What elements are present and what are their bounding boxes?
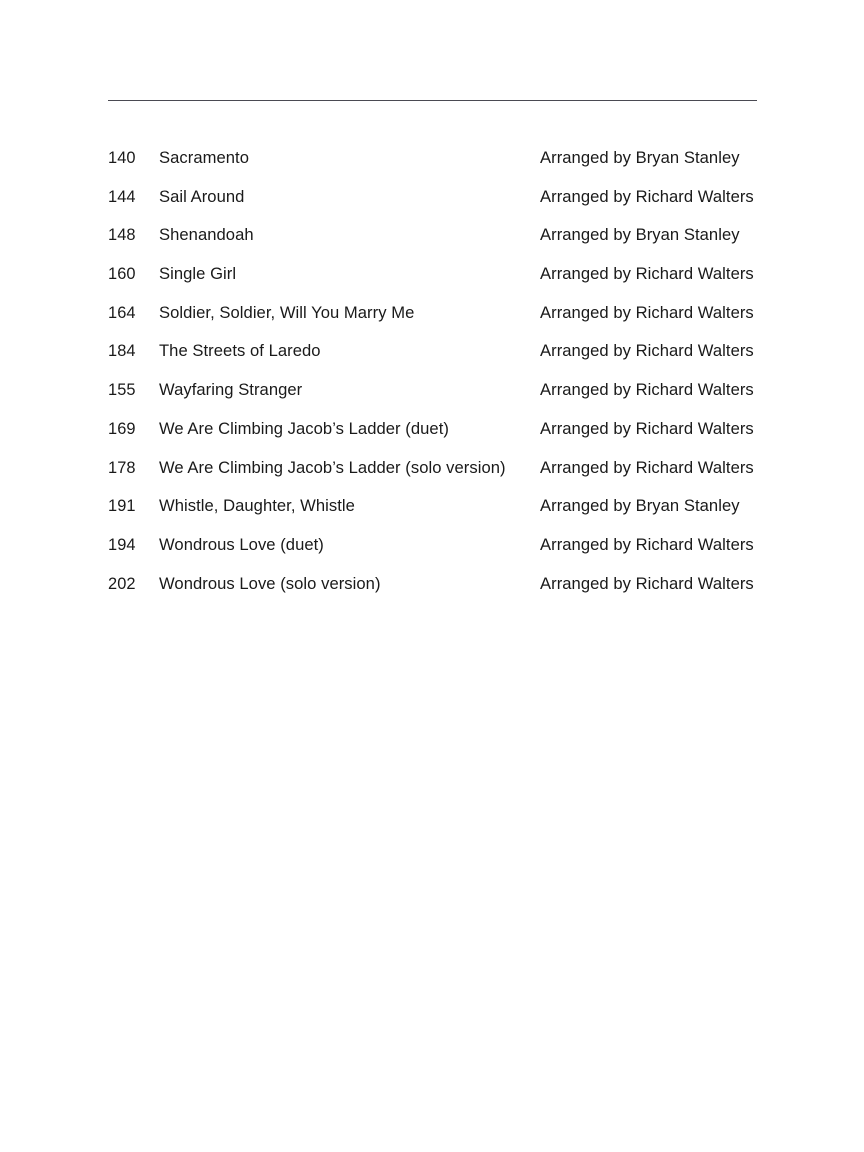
- toc-entry-arranger: Arranged by Bryan Stanley: [540, 225, 740, 245]
- toc-page-number: 191: [108, 497, 136, 516]
- toc-entry-arranger: Arranged by Richard Walters: [540, 380, 754, 400]
- toc-entry-arranger: Arranged by Richard Walters: [540, 341, 754, 361]
- toc-entry-arranger: Arranged by Richard Walters: [540, 264, 754, 284]
- table-of-contents-list: [108, 139, 757, 603]
- toc-entry-arranger: Arranged by Richard Walters: [540, 418, 754, 438]
- toc-entry-row: [108, 449, 757, 488]
- toc-entry-arranger: Arranged by Bryan Stanley: [540, 148, 740, 167]
- toc-entry-title: We Are Climbing Jacob’s Ladder (duet): [159, 418, 449, 438]
- toc-entry-title: Wondrous Love (duet): [159, 534, 324, 554]
- toc-page-number: 169: [108, 419, 136, 438]
- toc-content-area: [108, 100, 757, 603]
- toc-page-number: 160: [108, 265, 136, 284]
- toc-entry-arranger: Arranged by Richard Walters: [540, 534, 754, 554]
- toc-entry-row: [108, 294, 757, 333]
- toc-entry-arranger: Arranged by Richard Walters: [540, 457, 754, 477]
- toc-entry-row: [108, 487, 757, 526]
- toc-entry-arranger: Arranged by Richard Walters: [540, 302, 754, 322]
- toc-page-number: 184: [108, 342, 136, 361]
- toc-entry-row: [108, 526, 757, 565]
- toc-entry-title: Wondrous Love (solo version): [159, 573, 381, 593]
- toc-entry-row: [108, 565, 757, 604]
- toc-page-number: 164: [108, 303, 136, 322]
- toc-entry-title: Soldier, Soldier, Will You Marry Me: [159, 302, 415, 322]
- toc-entry-arranger: Arranged by Richard Walters: [540, 186, 754, 206]
- toc-entry-title: Single Girl: [159, 264, 237, 284]
- toc-entry-arranger: Arranged by Bryan Stanley: [540, 496, 740, 516]
- toc-entry-row: [108, 139, 757, 178]
- toc-entry-row: [108, 216, 757, 255]
- toc-entry-row: [108, 410, 757, 449]
- toc-page-number: 194: [108, 535, 136, 554]
- toc-entry-row: [108, 178, 757, 217]
- toc-page-number: 140: [108, 149, 136, 167]
- toc-entry-row: [108, 371, 757, 410]
- toc-entry-title: Shenandoah: [159, 225, 254, 245]
- toc-entry-title: The Streets of Laredo: [159, 341, 321, 361]
- toc-entry-row: [108, 332, 757, 371]
- toc-entry-title: We Are Climbing Jacob’s Ladder (solo version): [159, 457, 506, 477]
- toc-page-number: 148: [108, 226, 136, 245]
- toc-page-number: 178: [108, 458, 136, 477]
- toc-page-number: 202: [108, 574, 136, 593]
- toc-entry-title: Whistle, Daughter, Whistle: [159, 496, 355, 516]
- toc-entry-title: Wayfaring Stranger: [159, 380, 303, 400]
- top-horizontal-rule: [108, 100, 757, 101]
- toc-page-number: 155: [108, 381, 136, 400]
- toc-entry-arranger: Arranged by Richard Walters: [540, 573, 754, 593]
- toc-entry-title: Sacramento: [159, 148, 249, 167]
- toc-entry-row: [108, 255, 757, 294]
- toc-entry-title: Sail Around: [159, 186, 245, 206]
- toc-page-number: 144: [108, 187, 136, 206]
